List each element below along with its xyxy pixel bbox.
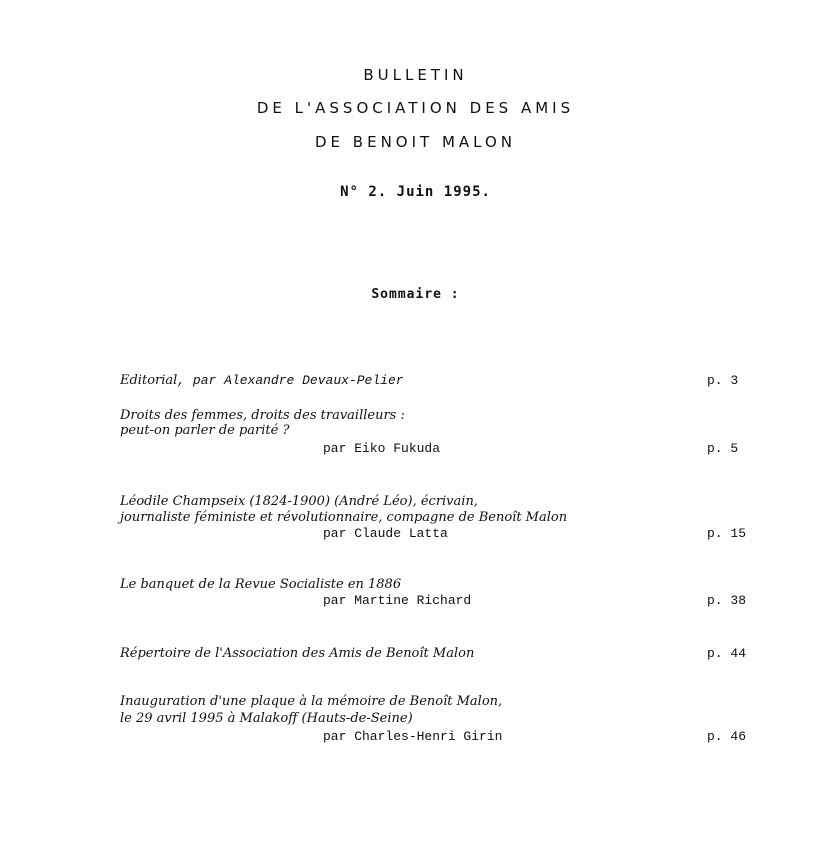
bulletin-title-line-2: DE L'ASSOCIATION DES AMIS — [256, 99, 575, 117]
toc-title — [120, 373, 404, 389]
toc-author: par Charles-Henri Girin — [323, 729, 503, 744]
toc-page: p. 5 — [707, 441, 739, 456]
toc-author: par Claude Latta — [323, 526, 448, 541]
toc-title-line-1: Le banquet de la Revue Socialiste en 1886 — [120, 577, 402, 592]
toc-author: par Eiko Fukuda — [323, 441, 441, 456]
toc-page: p. 44 — [707, 646, 747, 661]
toc-title-line-2: peut-on parler de parité ? — [120, 423, 290, 438]
toc-page: p. 38 — [707, 593, 747, 608]
toc-page: p. 3 — [707, 373, 739, 388]
toc-title-italic: Editorial — [120, 373, 178, 388]
issue-number: N° 2. Juin 1995. — [340, 184, 491, 200]
toc-author: par Martine Richard — [323, 593, 472, 608]
toc-page: p. 46 — [707, 729, 747, 744]
toc-title-line-1: Droits des femmes, droits des travailleurs : — [120, 408, 405, 423]
bulletin-title-line-3: DE BENOIT MALON — [315, 133, 516, 151]
toc-title-line-1: Léodile Champseix (1824-1900) (André Léo), écrivain, — [120, 494, 478, 509]
toc-title-line-2: le 29 avril 1995 à Malakoff (Hauts-de-Seine) — [120, 711, 413, 726]
toc-title-line-2: journaliste féministe et révolutionnaire, compagne de Benoît Malon — [120, 510, 568, 525]
toc-page: p. 15 — [707, 526, 747, 541]
toc-title-line-1: Inauguration d'une plaque à la mémoire de Benoît Malon, — [120, 694, 503, 709]
bulletin-title-line-1: BULLETIN — [363, 66, 468, 84]
toc-title-author: , par Alexandre Devaux-Pelier — [177, 373, 404, 388]
contents-heading: Sommaire : — [371, 287, 460, 302]
toc-title-line-1: Répertoire de l'Association des Amis de Benoît Malon — [120, 646, 475, 661]
